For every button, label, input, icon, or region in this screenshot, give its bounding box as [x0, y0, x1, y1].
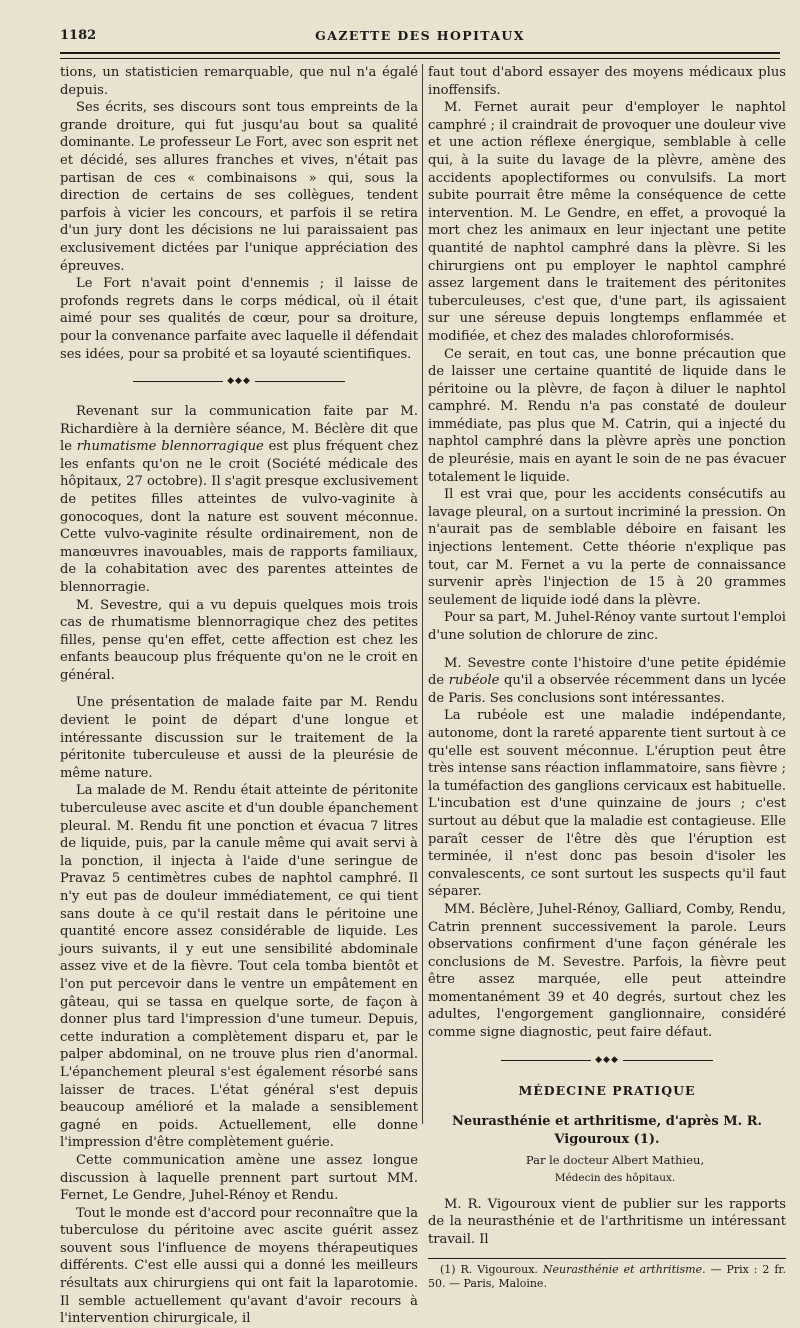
- paragraph: Tout le monde est d'accord pour reconnaître que la tuberculose du péritoine avec ascite guérit assez souvent sous l'influence de moyens thérapeutiques différents. C'est elle aussi qui a donné les meilleurs résultats aux chirurgiens qui ont fait la laparotomie. Il semble actuellement qu'avant d'avoir recours à l'intervention chirurgicale, il: [60, 1205, 418, 1327]
- paragraph: Une présentation de malade faite par M. Rendu devient le point de départ d'une longue et intéressante discussion sur le traitement de la péritonite tuberculeuse et aussi de la pleurésie de même nature.: [60, 695, 418, 781]
- left-column: [60, 64, 418, 1328]
- page-number: 1182: [60, 28, 97, 43]
- paragraph: faut tout d'abord essayer des moyens médicaux plus inoffensifs.: [428, 65, 786, 98]
- paragraph: Pour sa part, M. Juhel-Rénoy vante surtout l'emploi d'une solution de chlorure de zinc.: [428, 610, 786, 643]
- emphasis-text: rhumatisme blennorragique: [76, 439, 264, 455]
- journal-title: GAZETTE DES HOPITAUX: [315, 28, 525, 43]
- paragraph: La malade de M. Rendu était atteinte de péritonite tuberculeuse avec ascite et d'un double épanchement pleural. M. Rendu fit une ponction et évacua 7 litres de liquide, puis, par la canule même qui avait servi à la ponction, il injecta à l'aide d'une seringue de Pravaz 5 centimètres cubes de naphtol camphré. Il n'y eut pas de douleur immédiatement, ce qui tient sans doute à ce qu'il restait dans le péritoine une quantité encore assez considérable de liquide. Les jours suivants, il y eut une sensibilité abdominale assez vive et de la fièvre. Tout cela tomba bientôt et l'on put percevoir dans le ventre un empâtement en gâteau, qui se tassa en quelque sorte, de façon à donner plus tard l'impression d'une tumeur. Depuis, cette induration a complètement disparu et, par le palper abdominal, on ne trouve plus rien d'anormal. L'épanchement pleural s'est également résorbé sans laisser de traces. L'état général s'est depuis beaucoup amélioré et la malade a sensiblement gagné en poids. Actuellement, elle donne l'impression d'être complètement guérie.: [60, 783, 418, 1151]
- article-title: Neurasthénie et arthritisme, d'après M. R. Vigouroux (1).: [451, 1114, 763, 1147]
- author-affiliation: Médecin des hôpitaux.: [554, 1171, 676, 1184]
- paragraph: tions, un statisticien remarquable, que nul n'a égalé depuis.: [60, 65, 418, 98]
- paragraph: La rubéole est une maladie indépendante, autonome, dont la rareté apparente tient surtout à ce qu'elle est souvent méconnue. L'éruption peut être très intense sans réaction inflammatoire, sans fièvre ; la tuméfaction des ganglions cervicaux est habituelle. L'incubation est d'une quinzaine de jours ; c'est surtout au début que la maladie est contagieuse. Elle paraît cesser de l'être dès que l'éruption est terminée, il n'est donc pas besoin d'isoler les convalescents, ce sont surtout les suspects qu'il faut séparer.: [428, 708, 786, 900]
- paragraph: Ce serait, en tout cas, une bonne précaution que de laisser une certaine quantité de liquide dans le péritoine ou la plèvre, de façon à diluer le naphtol camphré. M. Rendu n'a pas constaté de douleur immédiate, pas plus que M. Catrin, qui a injecté du naphtol camphré dans la plèvre après une ponction de pleurésie, mais en ayant le soin de ne pas évacuer totalement le liquide.: [428, 346, 786, 485]
- page-header: [60, 22, 780, 48]
- paragraph: Il est vrai que, pour les accidents consécutifs au lavage pleural, on a surtout incriminé la pression. On n'aurait pas de semblable déboire en faisant les injections lentement. Cette théorie n'explique pas tout, car M. Fernet a vu la perte de connaissance survenir après l'injection de 15 à 20 grammes seulement de liquide iodé dans la plèvre.: [428, 487, 786, 608]
- emphasis-text: rubéole: [448, 673, 500, 689]
- paragraph: M. Sevestre conte l'histoire d'une petite épidémie de rubéole qu'il a observée récemment dans un lycée de Paris. Ses conclusions sont intéressantes.: [428, 655, 787, 706]
- paragraph: Ses écrits, ses discours sont tous empreints de la grande droiture, qui fut jusqu'au bout sa qualité dominante. Le professeur Le Fort, avec son esprit net et décidé, ses allures franches et vives, n'était pas partisan de ces « combinaisons » qui, sous la direction de certains de ses collègues, tendent parfois à vicier les concours, et parfois il se retira d'un jury dont les décisions ne lui paraissaient pas exclusivement dictées par l'unique appréciation des épreuves.: [60, 100, 418, 274]
- footnote: (1) R. Vigouroux. Neurasthénie et arthritisme. — Prix : 2 fr. 50. — Paris, Maloine.: [428, 1263, 786, 1291]
- text-columns: [60, 64, 787, 1327]
- footnote-rule: [428, 1258, 786, 1259]
- paragraph: MM. Béclère, Juhel-Rénoy, Galliard, Comby, Rendu, Catrin prennent successivement la parole. Leurs observations confirment d'une façon générale les conclusions de M. Sevestre. Parfois, la fièvre peut être assez marquée, elle peut atteindre momentanément 39 et 40 degrés, surtout chez les adultes, l'engorgement ganglionnaire, considéré comme signe diagnostic, peut faire défaut.: [428, 901, 786, 1041]
- paragraph: M. R. Vigouroux vient de publier sur les rapports de la neurasthénie et de l'arthritisme un intéressant travail. Il: [428, 1196, 786, 1247]
- right-column: [428, 64, 786, 1291]
- paragraph: Cette communication amène une assez longue discussion à laquelle prennent part surtout MM. Fernet, Le Gendre, Juhel-Rénoy et Rendu.: [60, 1152, 418, 1204]
- byline: Par le docteur Albert Mathieu,: [525, 1153, 705, 1168]
- section-ornament: ◆◆◆: [60, 373, 418, 391]
- paragraph: Revenant sur la communication faite par M. Richardière à la dernière séance, M. Béclère dit que le rhumatisme blennorragique est plus fréquent chez les enfants qu'on ne le croit (Société médicale des hôpitaux, 27 octobre). Il s'agit presque exclusivement de petites filles atteintes de vulvo-vaginite à gonocoques, dont la nature est souvent méconnue. Cette vulvo-vaginite résulte ordinairement, non de manœuvres inavouables, mais de rapports familiaux, de la cohabitation avec des parentes atteintes de blennorragie.: [60, 403, 418, 595]
- paragraph: M. Sevestre, qui a vu depuis quelques mois trois cas de rhumatisme blennorragique chez des petites filles, pense qu'en effet, cette affection est chez les enfants beaucoup plus fréquente qu'on ne le croit en général.: [60, 597, 418, 683]
- column-divider: [422, 64, 423, 1124]
- paragraph: Le Fort n'avait point d'ennemis ; il laisse de profonds regrets dans le corps médical, où il était aimé pour ses qualités de cœur, pour sa droiture, pour la convenance parfaite avec laquelle il défendait ses idées, pour sa probité et sa loyauté scientifiques.: [60, 276, 418, 362]
- header-rule: [60, 52, 780, 59]
- section-title: MÉDECINE PRATIQUE: [518, 1082, 696, 1098]
- paragraph: M. Fernet aurait peur d'employer le naphtol camphré ; il craindrait de provoquer une douleur vive et une action réflexe énergique, semblable à celle qui, à la suite du lavage de la plèvre, amène des accidents apoplectiformes ou convulsifs. La mort subite pourrait être même la conséquence de cette intervention. M. Le Gendre, en effet, a provoqué la mort chez les animaux en leur injectant une petite quantité de naphtol camphré dans la plèvre. Si les chirurgiens ont pu employer le naphtol camphré assez largement dans le traitement des péritonites tuberculeuses, c'est que, d'une part, ils agissaient sur une séreuse depuis longtemps enflammée et modifiée, et chez des malades chloroformisés.: [428, 100, 786, 344]
- section-ornament: ◆◆◆: [428, 1052, 786, 1070]
